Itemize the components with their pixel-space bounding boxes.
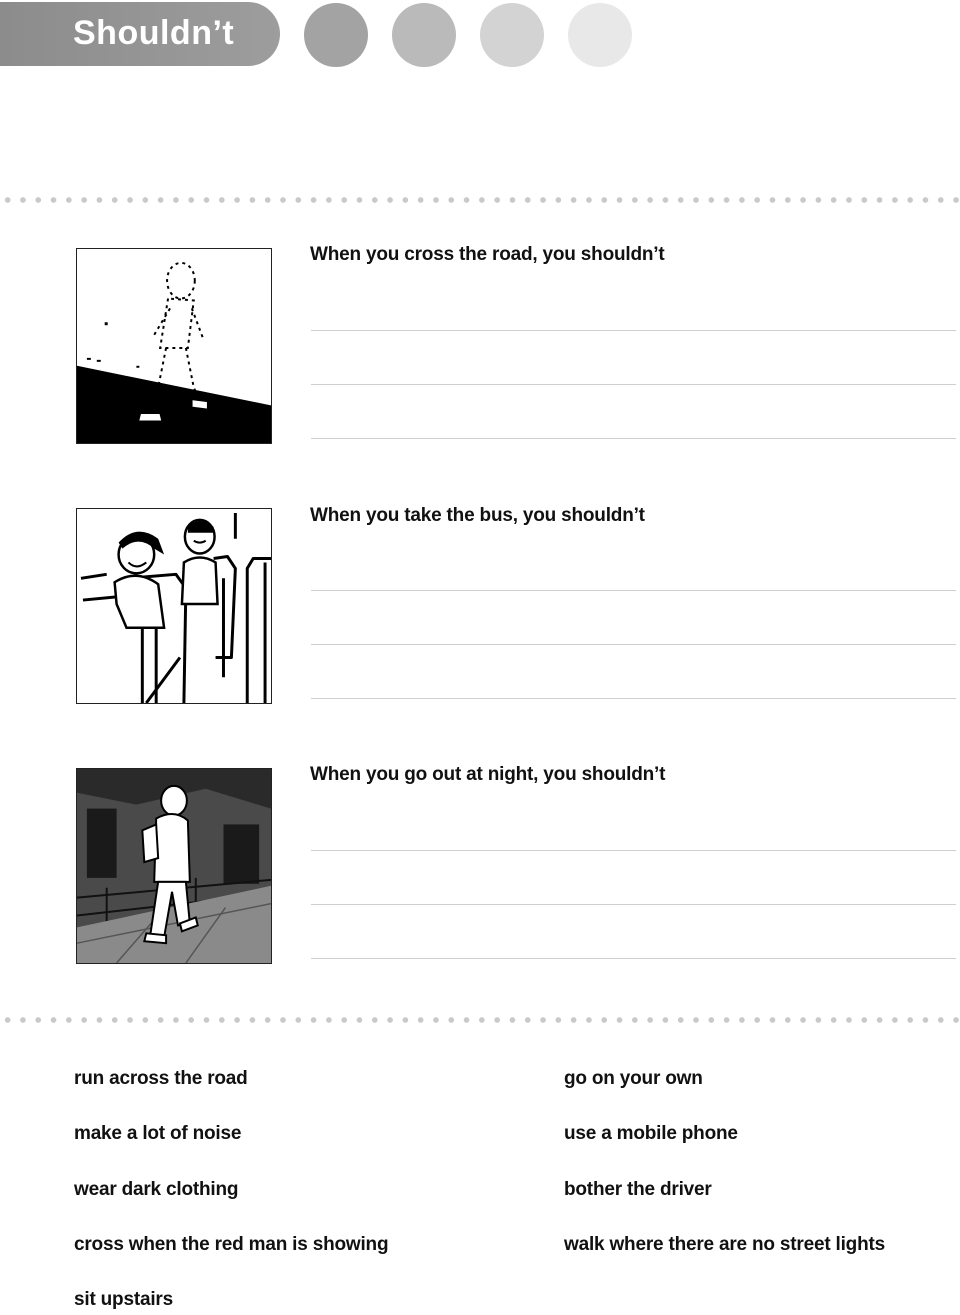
phrase-item: sit upstairs (74, 1289, 173, 1310)
exercise-2-prompt: When you take the bus, you shouldn’t (310, 505, 645, 526)
answer-line[interactable] (311, 438, 956, 439)
header-tab (0, 2, 280, 66)
header-dot-2 (392, 3, 456, 67)
answer-line[interactable] (311, 330, 956, 331)
header-dot-1 (304, 3, 368, 67)
phrase-item: make a lot of noise (74, 1123, 242, 1144)
header-dot-3 (480, 3, 544, 67)
answer-line[interactable] (311, 384, 956, 385)
header-dot-4 (568, 3, 632, 67)
phrase-item: cross when the red man is showing (74, 1234, 389, 1255)
phrase-item: use a mobile phone (564, 1123, 738, 1144)
dotted-divider-bottom (0, 1016, 960, 1024)
answer-line[interactable] (311, 590, 956, 591)
phrase-item: walk where there are no street lights (564, 1234, 885, 1255)
exercise-1-prompt: When you cross the road, you shouldn’t (310, 244, 665, 265)
phrase-item: go on your own (564, 1068, 703, 1089)
person-walking-at-night-image (76, 768, 272, 964)
dotted-divider-top (0, 196, 960, 204)
answer-line[interactable] (311, 958, 956, 959)
children-on-bus-image (76, 508, 272, 704)
phrase-item: wear dark clothing (74, 1179, 239, 1200)
answer-line[interactable] (311, 904, 956, 905)
answer-line[interactable] (311, 698, 956, 699)
person-crossing-road-image (76, 248, 272, 444)
exercise-3-prompt: When you go out at night, you shouldn’t (310, 764, 666, 785)
phrase-item: run across the road (74, 1068, 248, 1089)
phrase-item: bother the driver (564, 1179, 712, 1200)
answer-line[interactable] (311, 644, 956, 645)
answer-line[interactable] (311, 850, 956, 851)
page-title: Shouldn’t (73, 14, 235, 52)
